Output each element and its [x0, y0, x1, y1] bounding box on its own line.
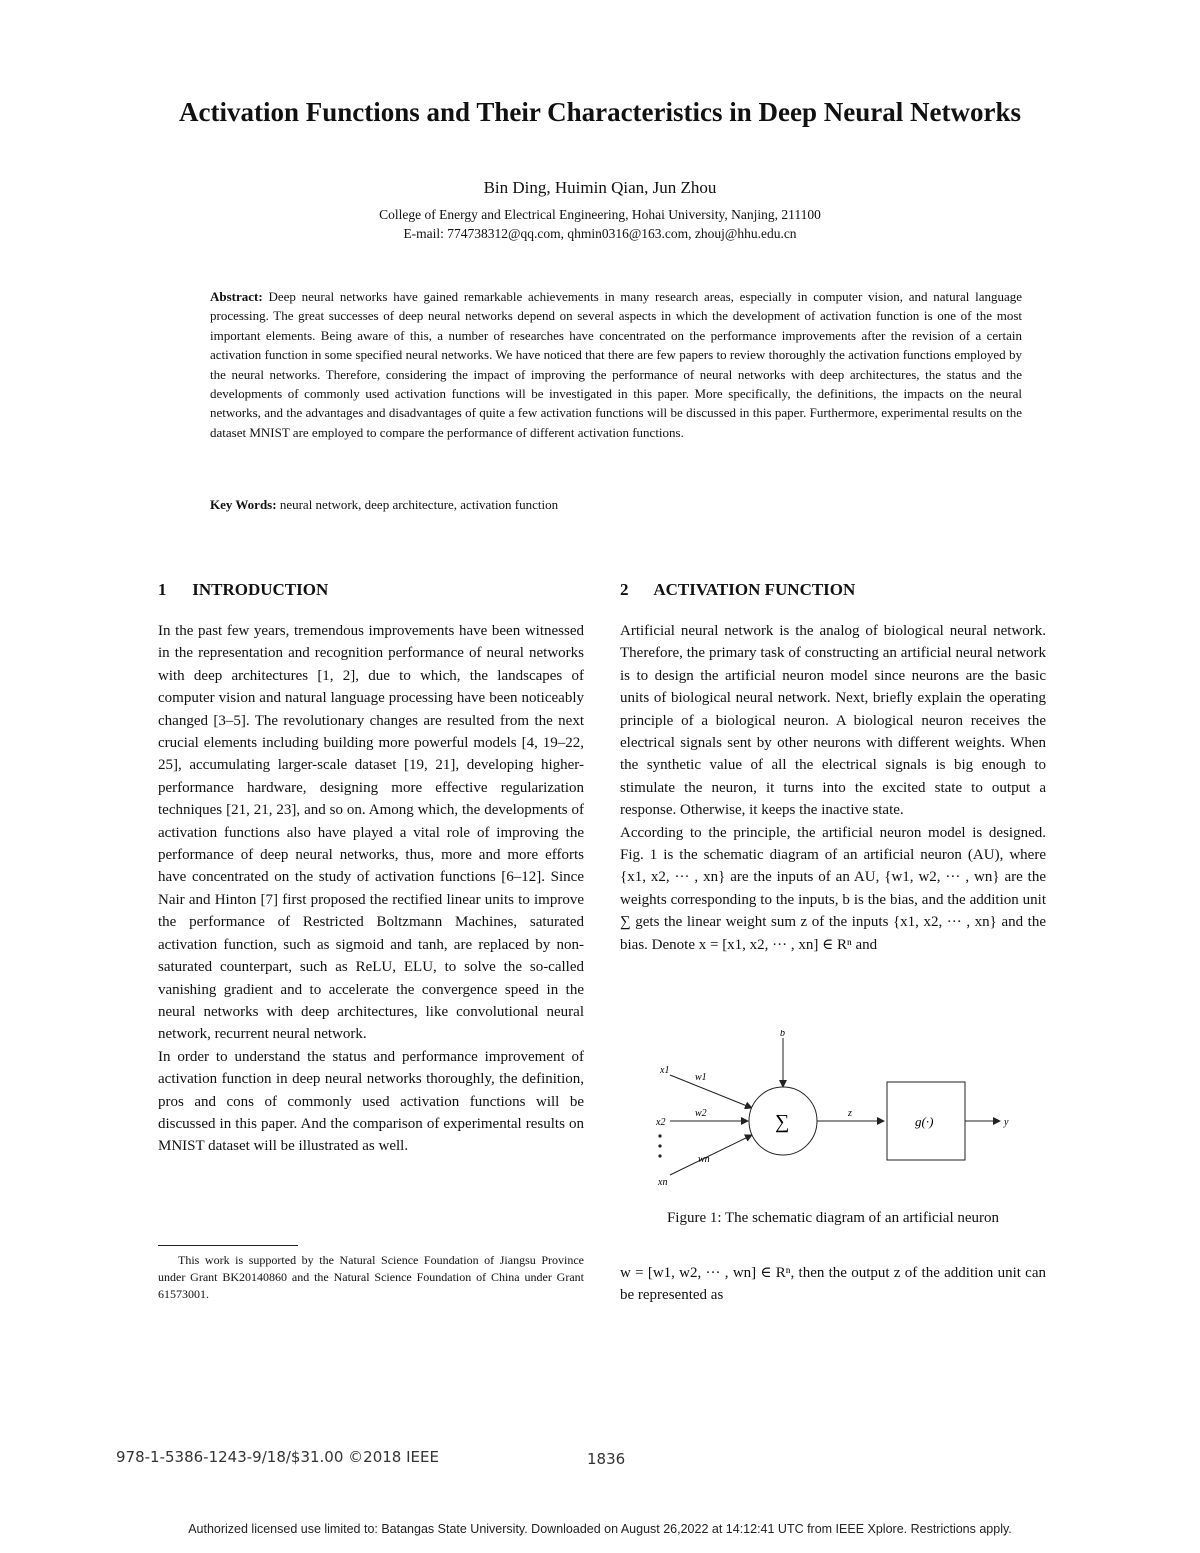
- intro-paragraph-2: In order to understand the status and performance improvement of activation function in deep neural networks thoroughly, the definition, pros and cons of commonly used activation functions will be discussed in this paper. And the comparison of experimental results on MNIST dataset will be illustrated as well.: [158, 1048, 584, 1155]
- activation-paragraph-3: w = [w1, w2, ··· , wn] ∈ Rⁿ, then the output z of the addition unit can be represented as: [620, 1265, 1046, 1304]
- ellipsis-dot: [658, 1154, 661, 1157]
- page-number: 1836: [587, 1450, 626, 1468]
- keywords: [210, 497, 1022, 513]
- isbn-footer: 978-1-5386-1243-9/18/$31.00 ©2018 IEEE: [116, 1448, 439, 1466]
- label-wn: wn: [698, 1154, 710, 1165]
- label-z: z: [848, 1108, 852, 1119]
- section-title: INTRODUCTION: [192, 580, 329, 599]
- footnote: This work is supported by the Natural Science Foundation of Jiangsu Province under Grant BK20140860 and the Natural Science Foundation of China under Grant 61573001.: [158, 1253, 584, 1301]
- activation-paragraph-1: Artificial neural network is the analog of biological neural network. Therefore, the primary task of constructing an artificial neural network is to design the artificial neuron model since neurons are the basic units of biological neural network. Next, briefly explain the operating principle of a biological neuron. A biological neuron receives the electrical signals sent by other neurons with different weights. When the synthetic value of all the electrical signals is big enough to stimulate the neuron, it turns into the excited state to output a response. Otherwise, it keeps the inactive state.: [620, 623, 1046, 819]
- ellipsis-dot: [658, 1134, 661, 1137]
- label-x2: x2: [656, 1117, 666, 1128]
- abstract-label: Abstract:: [210, 289, 263, 304]
- label-xn: xn: [658, 1177, 668, 1188]
- label-x1: x1: [660, 1065, 670, 1076]
- label-w1: w1: [695, 1072, 707, 1083]
- left-column: [158, 580, 584, 1158]
- activation-paragraph-2: According to the principle, the artificial neuron model is designed. Fig. 1 is the schematic diagram of an artificial neuron (AU), where {x1, x2, ··· , xn} are the inputs of an AU, {w1, w2, ··· , wn} are the weights corresponding to the inputs, b is the bias, and the addition unit ∑ gets the linear weight sum z of the inputs {x1, x2, ··· , xn} and the bias. Denote x = [x1, x2, ··· , xn] ∈ Rⁿ and: [620, 824, 1046, 953]
- keywords-text: neural network, deep architecture, activation function: [279, 497, 559, 512]
- section-heading-activation-function: [620, 580, 1046, 600]
- paper-title: Activation Functions and Their Characteristics in Deep Neural Networks: [179, 97, 1021, 127]
- abstract: [210, 287, 1022, 442]
- section-number: 2: [620, 580, 629, 599]
- input-arrow-x1: [670, 1075, 752, 1108]
- label-w2: w2: [695, 1108, 707, 1119]
- right-column: [620, 580, 1046, 956]
- label-g: g(·): [915, 1114, 934, 1129]
- paper-affiliation-block: [150, 205, 1050, 243]
- figure-caption: Figure 1: The schematic diagram of an artificial neuron: [666, 1210, 1000, 1226]
- footnote-rule: [158, 1245, 298, 1246]
- paper-email: E-mail: 774738312@qq.com, qhmin0316@163.com, zhouj@hhu.edu.cn: [403, 226, 797, 241]
- input-arrow-xn: [670, 1135, 752, 1175]
- ellipsis-dot: [658, 1144, 661, 1147]
- paper-affiliation: College of Energy and Electrical Engineering, Hohai University, Nanjing, 211100: [379, 207, 821, 222]
- abstract-text: Deep neural networks have gained remarkable achievements in many research areas, especially in computer vision, and natural language processing. The great successes of deep neural networks depend on several aspects in which the development of activation function is one of the most important elements. Being aware of this, a number of researches have concentrated on the performance improvements after the revision of a certain activation function in some specified neural networks. We have noticed that there are few papers to review thoroughly the activation functions employed by the neural networks. Therefore, considering the impact of improving the performance of neural networks with deep architectures, the status and the developments of commonly used activation functions will be investigated in this paper. More specifically, the definitions, the impacts on the neural networks, and the advantages and disadvantages of quite a few activation functions will be discussed in this paper. Furthermore, experimental results on the dataset MNIST are employed to compare the performance of different activation functions.: [210, 289, 1023, 440]
- section-heading-introduction: [158, 580, 584, 600]
- label-b: b: [780, 1030, 785, 1039]
- section-number: 1: [158, 580, 167, 599]
- intro-paragraph-1: In the past few years, tremendous improvements have been witnessed in the representation and recognition performance of neural networks with deep architectures [1, 2], due to which, the landscapes of computer vision and natural language processing have been noticeably changed [3–5]. The revolutionary changes are resulted from the next crucial elements including building more powerful models [4, 19–22, 25], accumulating larger-scale dataset [19, 21], developing higher-performance hardware, designing more effective regularization techniques [21, 21, 23], and so on. Among which, the developments of activation functions also have played a vital role of improving the performance of deep neural networks, thus, more and more efforts have concentrated on the study of activation functions [6–12]. Since Nair and Hinton [7] first proposed the rectified linear units to improve the performance of Restricted Boltzmann Machines, saturated activation function, such as sigmoid and tanh, are replaced by non-saturated counterpart, such as ReLU, ELU, to solve the so-called vanishing gradient and to accelerate the convergence speed in the neural networks with deep architectures, like convolutional neural network, recurrent neural network.: [158, 623, 584, 1043]
- keywords-label: Key Words:: [210, 497, 277, 512]
- paper-authors: Bin Ding, Huimin Qian, Jun Zhou: [483, 178, 717, 197]
- label-sum: ∑: [775, 1111, 790, 1133]
- neuron-diagram: [640, 1030, 1030, 1200]
- label-y: y: [1004, 1117, 1009, 1128]
- section-title: ACTIVATION FUNCTION: [653, 580, 856, 599]
- license-notice: Authorized licensed use limited to: Batangas State University. Downloaded on August 26,2022 at 14:12:41 UTC from IEEE Xplore. Restrictions apply.: [188, 1522, 1012, 1536]
